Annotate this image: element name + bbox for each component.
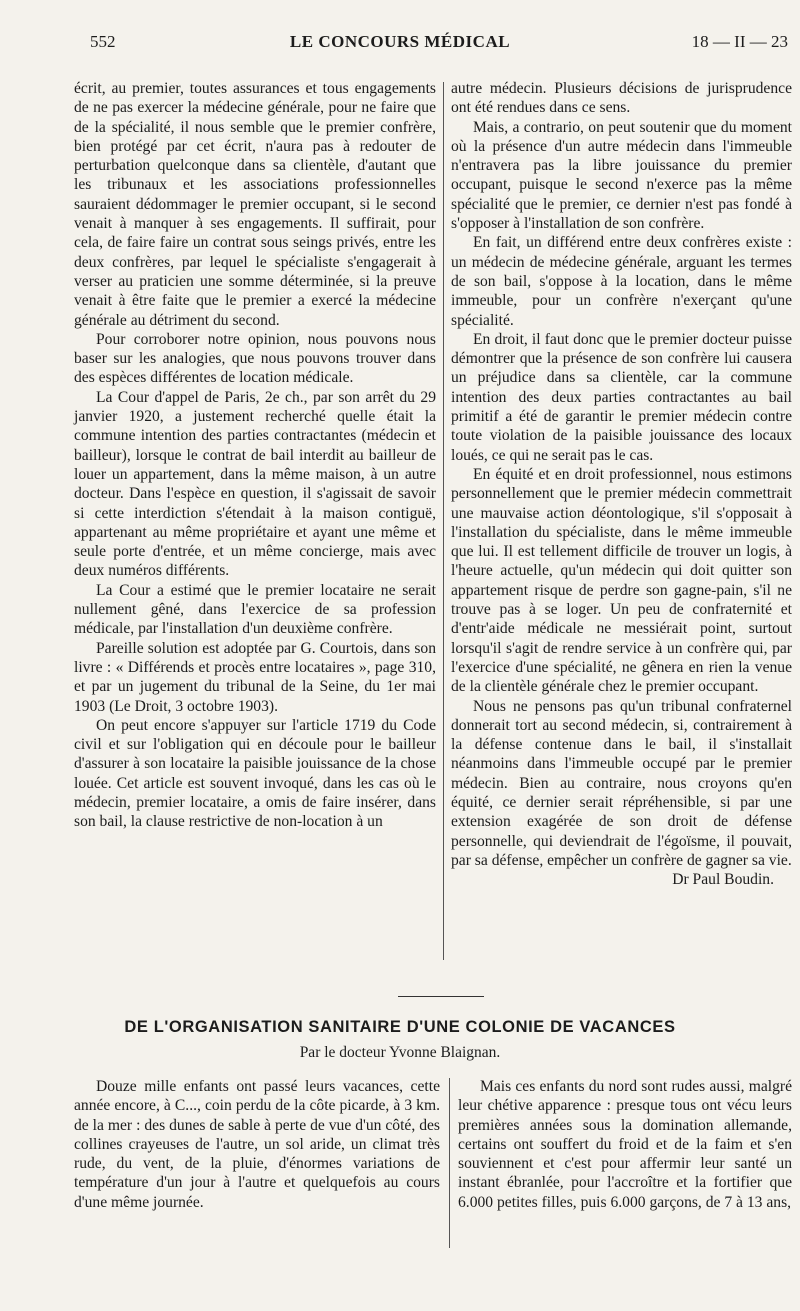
article-title: DE L'ORGANISATION SANITAIRE D'UNE COLONIE DE VACANCES (124, 1018, 676, 1036)
paragraph: Pareille solution est adoptée par G. Courtois, dans son livre : « Différends et procès entre locataires », page 310, et par un jugement du tribunal de la Seine, du 1er mai 1903 (Le Droit, 3 octobre 1903). (74, 639, 436, 715)
article1-left-column (74, 79, 436, 832)
paragraph: Nous ne pensons pas qu'un tribunal confraternel donnerait tort au second médecin, si, contrairement à la défense contenue dans le bail, il s'installait néanmoins dans l'immeuble occupé par le premier médecin. Bien au contraire, nous croyons qu'en équité, ce dernier serait répréhensible, si par une extension exagérée de son droit de défense personnelle, qui deviendrait de l'égoïsme, il pouvait, par sa défense, empêcher un confrère de gagner sa vie. (451, 697, 792, 869)
paragraph: En droit, il faut donc que le premier docteur puisse démontrer que la présence de son confrère lui causera un préjudice dans sa clientèle, car la commune intention des deux parties contractantes au bail primitif a été de garantir le premier médecin contre toute violation de la paisible jouissance des locaux loués, ce qui ne serait pas le cas. (451, 330, 792, 464)
page-header (0, 32, 800, 60)
section-divider (398, 996, 484, 997)
article-author: Par le docteur Yvonne Blaignan. (299, 1044, 501, 1061)
paragraph: Pour corroborer notre opinion, nous pouvons nous baser sur les analogies, que nous pouvons trouver dans des espèces différentes de location médicale. (74, 330, 436, 387)
page-number: 552 (90, 32, 116, 51)
journal-title: LE CONCOURS MÉDICAL (289, 32, 511, 51)
paragraph: La Cour d'appel de Paris, 2e ch., par son arrêt du 29 janvier 1920, a justement recherché quelle était la commune intention des parties contractantes (médecin et bailleur), lorsque le contrat de bail interdit au bailleur de louer un appartement, dans la même maison, à un autre docteur. Dans l'espèce en question, il s'agissait de savoir si cette interdiction s'étendait à la maison contiguë, appartenant au même propriétaire et ayant une même et seule porte d'entrée, et un même concierge, mais avec deux numéros différents. (74, 388, 436, 580)
column-divider (443, 82, 444, 960)
author-signature: Dr Paul Boudin. (672, 871, 774, 889)
paragraph: écrit, au premier, toutes assurances et tous engagements de ne pas exercer la médecine générale, pour ne faire que de la spécialité, il nous semble que le premier confrère, bien protégé par cet écrit, n'aura pas à redouter de perturbation quelconque dans sa clientèle, d'autant que les tribunaux et les associations professionnelles sauraient dédommager le premier occupant, si le second venait à manquer à ses engagements. Il suffirait, pour cela, de faire faire un contrat sous seings privés, entre les deux confrères, par lequel le spécialiste s'engagerait à verser au praticien une somme déterminée, si la preuve venait à être faite que le premier a exercé la médecine générale au détriment du second. (74, 80, 436, 329)
paragraph: Mais ces enfants du nord sont rudes aussi, malgré leur chétive apparence : presque tous ont vécu leurs premières années sous la domination allemande, certains ont souffert du froid et de la faim et s'en souviennent et c'est pour affermir leur santé un instant ébranlée, pour l'accroître et la fortifier que 6.000 petites filles, puis 6.000 garçons, de 7 à 13 ans, (458, 1078, 792, 1211)
paragraph: autre médecin. Plusieurs décisions de jurisprudence ont été rendues dans ce sens. (451, 80, 792, 117)
paragraph: En fait, un différend entre deux confrères existe : un médecin de médecine générale, arguant les termes de son bail, s'oppose à la location, dans le même immeuble, pour un confrère n'exerçant qu'une spécialité. (451, 234, 792, 329)
article2-right-column (458, 1077, 792, 1212)
paragraph: En équité et en droit professionnel, nous estimons personnellement que le premier médecin commettrait une mauvaise action déontologique, s'il s'opposait à l'installation du spécialiste, dans le même immeuble que lui. Il est tellement difficile de trouver un logis, à l'heure actuelle, qu'un médecin qui doit quitter son appartement risque de perdre son gagne-pain, s'il ne trouve pas à se loger. Un peu de confraternité et d'entr'aide médicale ne messiérait point, surtout lorsqu'il s'agit de rendre service à un confrère qui, par l'exercice d'une spécialité, ne gênera en rien la venue de la clientèle générale chez le premier occupant. (451, 465, 792, 696)
paragraph: Douze mille enfants ont passé leurs vacances, cette année encore, à C..., coin perdu de la côte picarde, à 3 km. de la mer : des dunes de sable à perte de vue d'un côté, des collines crayeuses de l'autre, un sol aride, un climat très rude, du vent, de la pluie, d'énormes variations de température d'un jour à l'autre et quelquefois au cours d'une même journée. (74, 1078, 440, 1211)
article1-right-column (451, 79, 792, 889)
paragraph: On peut encore s'appuyer sur l'article 1719 du Code civil et sur l'obligation qui en découle pour le bailleur d'assurer à son locataire la paisible jouissance de la chose louée. Cet article est souvent invoqué, dans les cas où le médecin, premier locataire, a omis de faire insérer, dans son bail, la clause restrictive de non-location à un (74, 716, 436, 831)
article2-left-column (74, 1077, 440, 1212)
paragraph: Mais, a contrario, on peut soutenir que du moment où la présence d'un autre médecin dans l'immeuble n'entravera pas la libre jouissance du premier occupant, puisque le second n'exerce pas la même spécialité que le premier, ce dernier n'est pas fondé à s'opposer à l'installation de son confrère. (451, 118, 792, 233)
issue-date: 18 — II — 23 (691, 32, 788, 51)
column-divider (449, 1078, 450, 1248)
paragraph: La Cour a estimé que le premier locataire ne serait nullement gêné, dans l'exercice de sa profession médicale, par l'installation d'un deuxième confrère. (74, 581, 436, 638)
